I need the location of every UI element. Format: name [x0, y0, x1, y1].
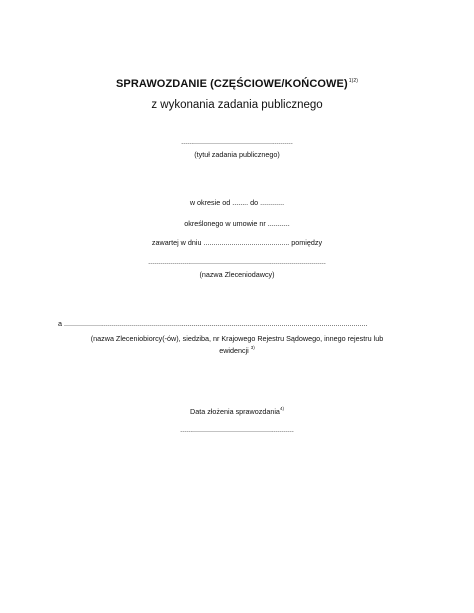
contractor-label-continued [0, 345, 474, 355]
date-footnote: 4) [279, 406, 284, 411]
contractor-label-text: ewidencji [219, 346, 249, 355]
contractor-label: (nazwa Zleceniobiorcy(-ów), siedziba, nr Krajowego Rejestru Sądowego, innego rejestru lub [90, 334, 384, 343]
period-line: w okresie od ........ do ............ [189, 198, 285, 207]
task-title-label: (tytuł zadania publicznego) [194, 150, 280, 159]
report-title [0, 78, 474, 90]
report-subtitle: z wykonania zadania publicznego [151, 99, 323, 111]
principal-blank: ......................................................................................... [148, 257, 326, 266]
submission-date-blank: ......................................................... [180, 425, 294, 434]
submission-date-text: Data złożenia sprawozdania [190, 407, 280, 416]
signed-date-line: zawartej w dniu ........................................... pomiędzy [151, 238, 323, 247]
contractor-footnote: 3) [250, 345, 255, 350]
task-title-blank: ........................................................ [181, 137, 293, 146]
principal-label: (nazwa Zleceniodawcy) [199, 270, 275, 279]
contract-line: określonego w umowie nr ........... [184, 219, 290, 228]
report-title-text: SPRAWOZDANIE (CZĘŚCIOWE/KOŃCOWE) [115, 78, 348, 90]
contractor-blank: a ........................................................................................................................................................ [58, 319, 368, 328]
title-footnote: 1)2) [348, 78, 359, 84]
submission-date-label [0, 406, 474, 416]
